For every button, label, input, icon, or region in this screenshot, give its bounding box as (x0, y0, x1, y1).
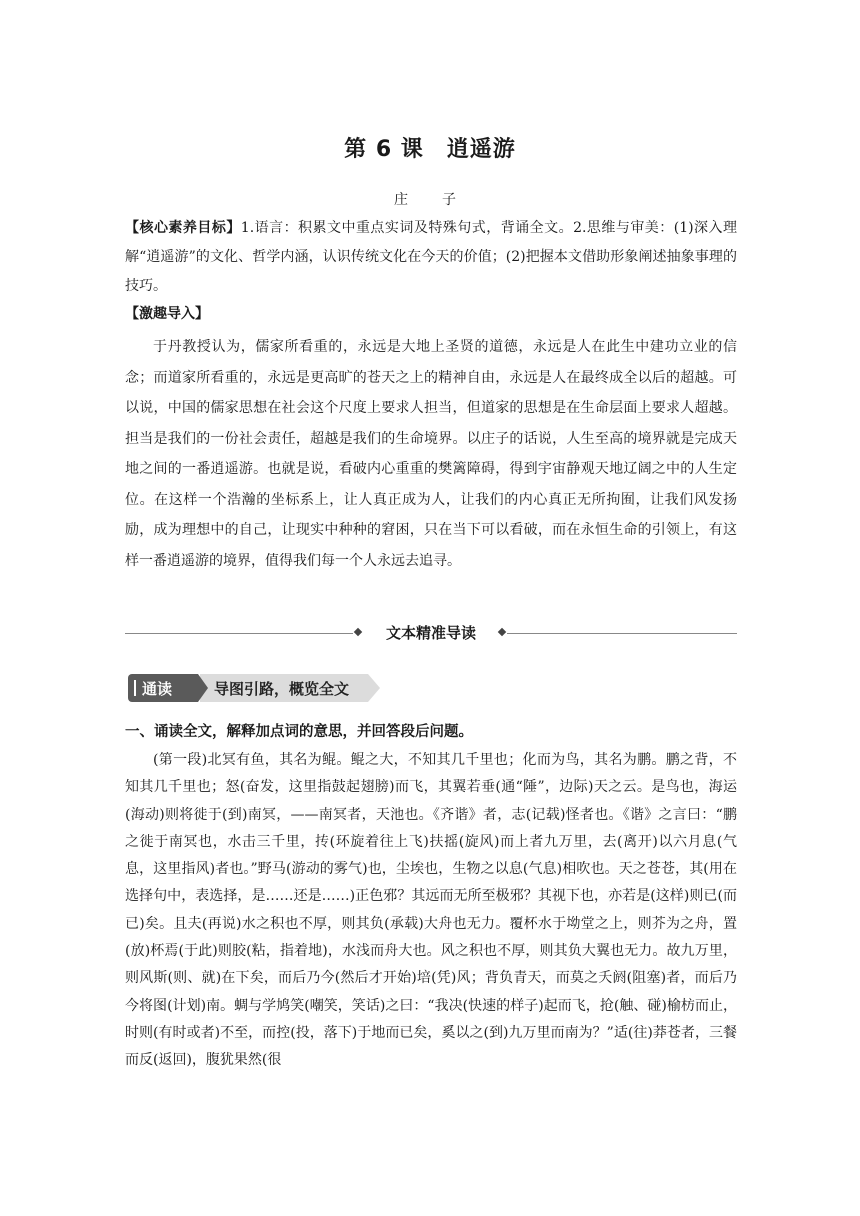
intro-paragraph: 于丹教授认为，儒家所看重的，永远是大地上圣贤的道德，永远是人在此生中建功立业的信念；而道家所看重的，永远是更高旷的苍天之上的精神自由，永远是人在最终成全以后的超越。可以说，中国的儒家思想在社会这个尺度上要求人担当，但道家的思想是在生命层面上要求人超越。担当是我们的一份社会责任，超越是我们的生命境界。以庄子的话说，人生至高的境界就是完成天地之间的一番逍遥游。也就是说，看破内心重重的樊篱障碍，得到宇宙静观天地辽阔之中的人生定位。在这样一个浩瀚的坐标系上，让人真正成为人，让我们的内心真正无所拘囿，让我们风发扬励，成为理想中的自己，让现实中种种的窘困，只在当下可以看破，而在永恒生命的引领上，有这样一番逍遥游的境界，值得我们每一个人永远去追寻。 (125, 339, 737, 569)
reading-banner (128, 674, 380, 702)
divider-line-left (125, 633, 353, 634)
banner-subtitle: 导图引路，概览全文 (214, 680, 350, 698)
lesson-title: 第 6 课 逍遥游 (344, 137, 516, 162)
classical-passage: (第一段)北冥有鱼，其名为鲲。鲲之大，不知其几千里也；化而为鸟，其名为鹏。鹏之背，不知其几千里也；怒(奋发，这里指鼓起翅膀)而飞，其翼若垂(通“陲”，边际)天之云。是鸟也，海运(海动)则将徙于(到)南冥，——南冥者，天池也。《齐谐》者，志(记载)怪者也。《谐》之言曰：“鹏之徙于南冥也，水击三千里，抟(环旋着往上飞)扶摇(旋风)而上者九万里，去(离开)以六月息(气息，这里指风)者也。”野马(游动的雾气)也，尘埃也，生物之以息(气息)相吹也。天之苍苍，其(用在选择句中，表选择，是……还是……)正色邪？其远而无所至极邪？其视下也，亦若是(这样)则已(而已)矣。且夫(再说)水之积也不厚，则其负(承载)大舟也无力。覆杯水于坳堂之上，则芥为之舟，置(放)杯焉(于此)则胶(粘，指着地)，水浅而舟大也。风之积也不厚，则其负大翼也无力。故九万里，则风斯(则、就)在下矣，而后乃今(然后才开始)培(凭)风；背负青天，而莫之夭阏(阻塞)者，而后乃今将图(计划)南。蜩与学鸠笑(嘲笑，笑话)之曰：“我决(快速的样子)起而飞，抢(触、碰)榆枋而止，时则(有时或者)不至，而控(投，落下)于地而已矣，奚以之(到)九万里而南为？”适(往)莽苍者，三餐而反(返回)，腹犹果然(很 (125, 752, 737, 1069)
divider-line-right (507, 633, 737, 634)
section-divider (125, 620, 737, 646)
intro-heading: 【激趣导入】 (125, 306, 209, 322)
banner-tag: 通读 (142, 680, 173, 698)
diamond-icon (498, 628, 506, 636)
question-heading: 一、诵读全文，解释加点词的意思，并回答段后问题。 (125, 724, 473, 740)
diamond-icon (354, 628, 362, 636)
section-title: 文本精准导读 (385, 624, 476, 642)
banner-bar-icon (134, 680, 136, 696)
author-name: 庄 子 (394, 192, 466, 208)
core-goals (125, 214, 737, 301)
core-goals-heading: 【核心素养目标】 (125, 220, 241, 236)
core-goals-text: 1.语言：积累文中重点实词及特殊句式，背诵全文。2.思维与审美：(1)深入理解“逍遥游”的文化、哲学内涵，认识传统文化在今天的价值；(2)把握本文借助形象阐述抽象事理的技巧。 (125, 220, 737, 294)
